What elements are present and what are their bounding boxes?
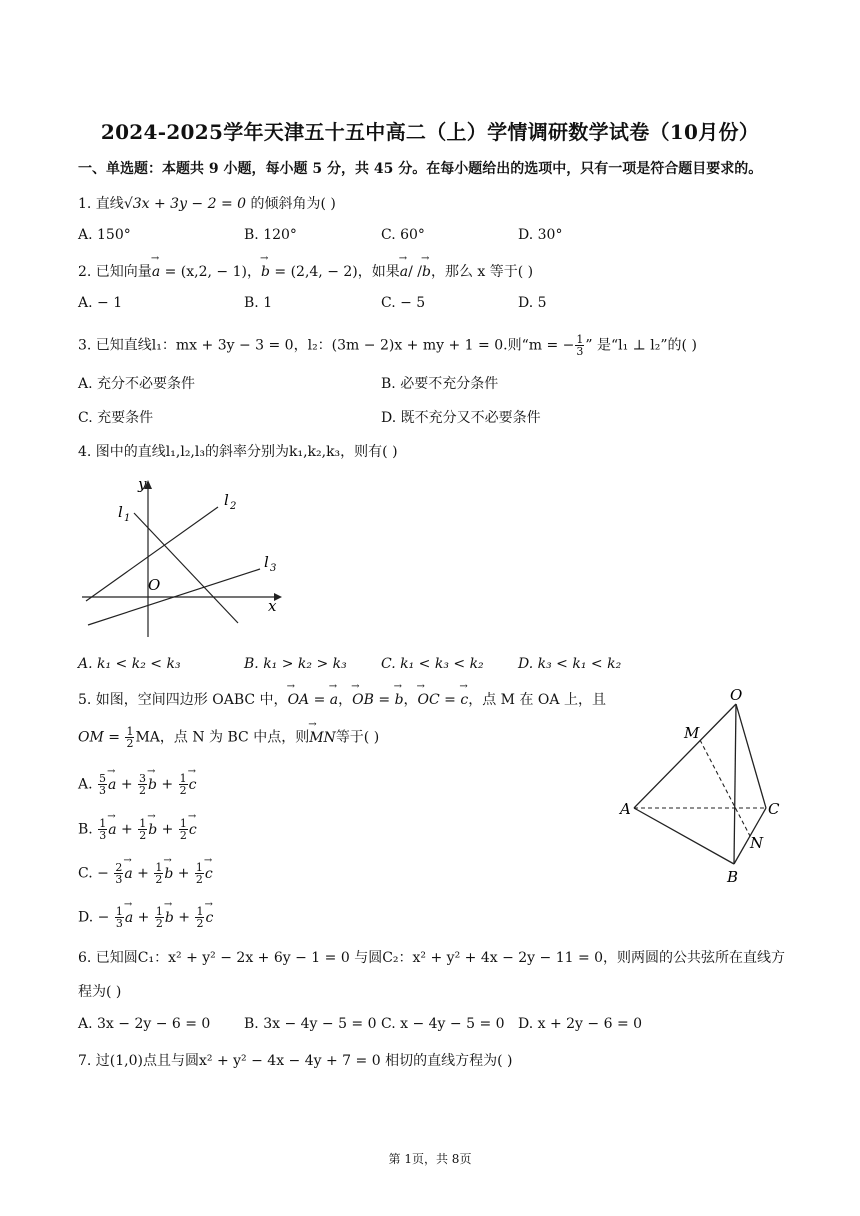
q1-suffix: 的倾斜角为( ) xyxy=(246,196,336,212)
q5-option-d xyxy=(78,906,213,929)
q6-option-a: A. 3x − 2y − 6 = 0 xyxy=(78,1016,211,1032)
q5-vector: → b xyxy=(165,910,174,926)
q5-coef-num: 1 xyxy=(155,861,163,874)
edge-ob xyxy=(734,704,736,864)
question-6-line1: 6. 已知圆C₁：x² + y² − 2x + 6y − 1 = 0 与圆C₂：x² + y² + 4x − 2y − 11 = 0，则两圆的公共弦所在直线方 xyxy=(78,950,786,966)
q5-sign: + xyxy=(116,821,138,838)
q3-part2: ” 是“l₁ ⊥ l₂”的( ) xyxy=(585,337,697,354)
q5-coef-den: 3 xyxy=(99,784,107,797)
q5-vector: → c xyxy=(205,866,213,882)
q5-coef-num: 1 xyxy=(155,905,163,918)
q5-coef-num: 1 xyxy=(179,772,187,785)
q5-vector: → b xyxy=(164,866,173,882)
question-1-stem xyxy=(78,193,336,213)
q5-coef-den: 2 xyxy=(179,784,187,797)
q5-l1-p6: = xyxy=(439,692,461,708)
label-l1-sub: 1 xyxy=(124,513,131,524)
q5-coef-num: 1 xyxy=(99,817,107,830)
q5-sign: + xyxy=(132,865,154,882)
q5-coef-den: 3 xyxy=(115,917,123,930)
label-origin: O xyxy=(148,576,161,594)
q5-coef-num: 1 xyxy=(195,861,203,874)
q2-part3: = (2,4, − 2)，如果 xyxy=(269,264,400,280)
q1-option-b: B. 120° xyxy=(244,227,297,243)
q5-coef-fraction xyxy=(138,818,147,841)
q5-coef-fraction xyxy=(98,818,107,841)
q4-option-c: C. k₁ < k₃ < k₂ xyxy=(381,656,484,672)
q5-l1-p2: = xyxy=(309,692,330,708)
q5-option-label: A. xyxy=(78,776,98,793)
q5-l1-p5: ， xyxy=(403,692,418,708)
question-5-line2 xyxy=(78,726,379,749)
q5-vec-c: → c xyxy=(460,692,468,708)
label-o: O xyxy=(730,686,743,704)
q6-option-d: D. x + 2y − 6 = 0 xyxy=(518,1016,643,1032)
q5-coef-fraction xyxy=(138,773,147,796)
label-y: y xyxy=(138,475,147,493)
q1-prefix: 1. 直线 xyxy=(78,196,124,212)
q2-option-d: D. 5 xyxy=(518,295,547,311)
q5-coef-num: 1 xyxy=(196,905,204,918)
q2-option-a: A. − 1 xyxy=(78,295,123,311)
q1-option-a: A. 150° xyxy=(78,227,131,243)
label-m: M xyxy=(684,724,700,742)
q5-vector: → a xyxy=(108,822,116,838)
question-5-line1 xyxy=(78,689,606,709)
q5-option-b xyxy=(78,818,197,841)
q5-vec-oc: → OC xyxy=(418,692,440,708)
q2-vec-a: → a xyxy=(152,264,160,280)
q5-vec-mn: → MN xyxy=(309,730,336,746)
q5-option-c xyxy=(78,862,213,885)
q5-vec-ob: → OB xyxy=(352,692,374,708)
q1-option-c: C. 60° xyxy=(381,227,425,243)
q5-vec-b: → b xyxy=(395,692,404,708)
q5-vector: → b xyxy=(148,822,157,838)
q5-option-a xyxy=(78,773,196,796)
q5-frac-den: 2 xyxy=(126,737,134,750)
q2-vec-b2: → b xyxy=(422,264,431,280)
q5-l1-p3: ， xyxy=(338,692,353,708)
q5-coef-num: 5 xyxy=(99,772,107,785)
q5-sign: − xyxy=(97,865,114,882)
q5-l1-p7: ，点 M 在 OA 上，且 xyxy=(468,692,606,708)
q5-coef-fraction xyxy=(179,773,188,796)
label-c: C xyxy=(768,800,780,818)
q5-vec-a: → a xyxy=(330,692,338,708)
edge-oc xyxy=(736,704,766,808)
q5-vector: → c xyxy=(189,822,197,838)
q3-option-d: D. 既不充分又不必要条件 xyxy=(381,410,541,426)
q5-option-label: C. xyxy=(78,865,98,882)
q5-vector: → a xyxy=(108,777,116,793)
edge-ab xyxy=(634,808,734,864)
q6-option-b: B. 3x − 4y − 5 = 0 xyxy=(244,1016,377,1032)
q5-coef-den: 2 xyxy=(155,917,163,930)
q5-coef-den: 2 xyxy=(139,829,147,842)
q5-l2-p3: 等于( ) xyxy=(335,729,380,746)
q3-frac-den: 3 xyxy=(576,345,584,358)
q5-l2-p1: OM = xyxy=(78,729,125,746)
q5-coef-den: 2 xyxy=(139,784,147,797)
q4-lines-figure xyxy=(78,473,288,643)
q5-sign: + xyxy=(157,821,178,838)
q1-option-d: D. 30° xyxy=(518,227,563,243)
q5-coef-fraction xyxy=(154,862,163,885)
q5-tetrahedron-figure xyxy=(612,680,792,890)
q5-coef-den: 3 xyxy=(99,829,107,842)
q5-sign: + xyxy=(173,909,195,926)
q2-option-b: B. 1 xyxy=(244,295,273,311)
q5-l1-p1: 5. 如图，空间四边形 OABC 中， xyxy=(78,692,288,708)
q5-coef-num: 1 xyxy=(115,905,123,918)
label-l2-sub: 2 xyxy=(230,501,237,512)
q2-part1: 2. 已知向量 xyxy=(78,264,152,280)
q5-option-label: D. xyxy=(78,909,98,926)
question-2-stem xyxy=(78,261,533,281)
label-x: x xyxy=(268,597,277,615)
label-l3: l xyxy=(264,553,269,571)
label-l3-sub: 3 xyxy=(270,563,277,574)
q5-sign: + xyxy=(116,776,138,793)
q3-option-c: C. 充要条件 xyxy=(78,410,154,426)
label-l1: l xyxy=(118,503,123,521)
q5-coef-fraction xyxy=(98,773,107,796)
q5-coef-fraction xyxy=(114,862,123,885)
q2-vec-a2: → a xyxy=(400,264,408,280)
question-4-stem: 4. 图中的直线l₁,l₂,l₃的斜率分别为k₁,k₂,k₃，则有( ) xyxy=(78,444,398,460)
q5-coef-fraction xyxy=(115,906,124,929)
q5-l2-p2: MA，点 N 为 BC 中点，则 xyxy=(135,729,310,746)
page-footer: 第 1页，共 8页 xyxy=(388,1152,472,1166)
q5-coef-fraction xyxy=(155,906,164,929)
q5-coef-den: 2 xyxy=(195,873,203,886)
edge-oa xyxy=(634,704,736,808)
exam-title: 2024-2025学年天津五十五中高二（上）学情调研数学试卷（10月份） xyxy=(100,120,760,144)
question-3-stem xyxy=(78,334,697,357)
q2-part5: ，那么 x 等于( ) xyxy=(430,264,534,280)
q3-part1: 3. 已知直线l₁：mx + 3y − 3 = 0，l₂：(3m − 2)x + my + 1 = 0.则“m = − xyxy=(78,337,575,354)
section-heading: 一、单选题：本题共 9 小题，每小题 5 分，共 45 分。在每小题给出的选项中，只有一项是符合题目要求的。 xyxy=(78,161,763,177)
q2-part2: = (x,2, − 1)， xyxy=(160,264,261,280)
q5-coef-den: 2 xyxy=(179,829,187,842)
q5-vector: → a xyxy=(124,866,132,882)
q5-vector: → a xyxy=(125,910,133,926)
q3-frac-num: 1 xyxy=(576,333,584,346)
q4-option-d: D. k₃ < k₁ < k₂ xyxy=(518,656,622,672)
segment-mn-hidden xyxy=(700,740,750,836)
q5-coef-num: 2 xyxy=(115,861,123,874)
q5-coef-fraction xyxy=(195,906,204,929)
q2-part4: / / xyxy=(408,264,422,280)
q3-option-b: B. 必要不充分条件 xyxy=(381,376,499,392)
label-b: B xyxy=(727,868,739,886)
q5-sign: − xyxy=(97,909,114,926)
q5-coef-fraction xyxy=(195,862,204,885)
q5-coef-den: 2 xyxy=(196,917,204,930)
q5-vector: → c xyxy=(189,777,197,793)
q3-option-a: A. 充分不必要条件 xyxy=(78,376,196,392)
q5-vector: → b xyxy=(148,777,157,793)
q5-coef-den: 2 xyxy=(155,873,163,886)
question-7-stem: 7. 过(1,0)点且与圆x² + y² − 4x − 4y + 7 = 0 相切的直线方程为( ) xyxy=(78,1053,513,1069)
q5-fraction xyxy=(125,726,134,749)
q5-coef-num: 1 xyxy=(139,817,147,830)
q5-sign: + xyxy=(133,909,154,926)
q5-sign: + xyxy=(156,776,178,793)
q2-vec-b: → b xyxy=(261,264,270,280)
q2-option-c: C. − 5 xyxy=(381,295,426,311)
label-l2: l xyxy=(224,491,229,509)
q5-l1-p4: = xyxy=(373,692,395,708)
q5-frac-num: 1 xyxy=(126,725,134,738)
q3-fraction xyxy=(575,334,584,357)
q6-option-c: C. x − 4y − 5 = 0 xyxy=(381,1016,505,1032)
label-a: A xyxy=(620,800,631,818)
q5-sign: + xyxy=(173,865,194,882)
q5-vector: → c xyxy=(205,910,213,926)
q5-coef-num: 3 xyxy=(139,772,147,785)
q4-option-a: A. k₁ < k₂ < k₃ xyxy=(78,656,181,672)
q5-vec-oa: → OA xyxy=(288,692,310,708)
q1-equation: √3x + 3y − 2 = 0 xyxy=(123,196,247,212)
q5-coef-fraction xyxy=(179,818,188,841)
q5-coef-den: 3 xyxy=(115,873,123,886)
q4-option-b: B. k₁ > k₂ > k₃ xyxy=(244,656,347,672)
question-6-line2: 程为( ) xyxy=(78,984,122,1000)
label-n: N xyxy=(750,834,764,852)
q5-option-label: B. xyxy=(78,821,98,838)
q5-coef-num: 1 xyxy=(179,817,187,830)
